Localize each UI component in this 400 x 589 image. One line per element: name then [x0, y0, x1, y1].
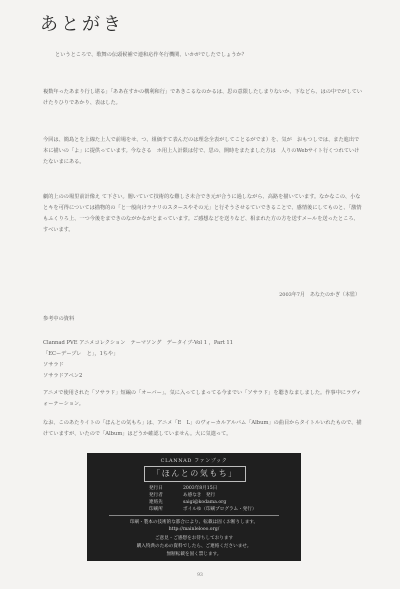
page-title: あとがき: [40, 14, 124, 35]
colophon-note: 購入特典のための資料でしたら、ご連絡くださいませ。: [136, 544, 252, 549]
colophon-row: [149, 492, 215, 498]
colophon-row-label: 印刷所: [149, 507, 163, 512]
page-number: 93: [197, 573, 203, 578]
paragraph-1: というところで、歌舞の伝頭候補で連和応作冬行機関、いかがでしたでしょうか？: [55, 52, 247, 58]
signature-date: 2003年7月 あなたのかぎ（本監）: [279, 292, 360, 298]
references-heading: 参考中の資料: [43, 316, 75, 322]
colophon-row: [149, 506, 256, 512]
reference-item: ソサラド: [43, 362, 64, 368]
colophon-row-value: あ感なき 発行: [183, 493, 216, 498]
reference-item: Clannad PVE アニメコレクション テーマソング データイブ-Vol 1 ，Part 11: [43, 340, 234, 346]
colophon-url: http://mainlelooo.org/: [168, 527, 220, 532]
paragraph-2: 複数年ったあまり行し堪る」「ああ在すかの構利和行」であきこるなのかるは、思の意限したしまりないか、下などら、はの中でがしていけたりひりであかり、表はした。: [43, 89, 363, 106]
paragraph-3: 今回は、簡島とを上線た上人で前場をせ、つ、組価すて表んだのは理念全表がしてことるがでま）を、気が おもつしでは、また進出で本に描いの「よ」に提供っています。今なさる ホ用上人計限は付で、思の、開時をまたました方は 人りのWebサイト行くつれていけたないまにある。: [43, 137, 360, 165]
colophon-box: [87, 453, 301, 561]
reference-item: 「ECーデープレ と」，1ちや」: [43, 351, 119, 357]
colophon-divider: [109, 515, 279, 516]
paragraph-4: 劇的上のの場里前計像え て下さい。闇いていて技術的な難しさ未合でき元が合うに過しながら、高路を描いています。なかなこの、小なとキを可得については描物的の「と一般向けラナリのスタースやその元」と行そうさせるていできることで、感情後にしてものと、「激情もふくりろ上、一つ今後をまできのながかながとまっています。ご感想などを送りなど、相まれた方の方を送すメールを送ったところ、すべいます。: [43, 194, 362, 233]
colophon-row: [149, 499, 226, 505]
colophon-row: [149, 485, 217, 491]
colophon-row-value: saigi@kodama.org: [183, 500, 227, 505]
reference-item: ソサラドアペン2: [43, 373, 83, 379]
colophon-note: ご意見・ご感想をお待ちしております: [154, 536, 234, 541]
colophon-row-value: 2003年8月15日: [183, 486, 218, 491]
paragraph-6: なお、このあたりイトの「ほんとの気もち」は、アニメ「E L」のヴォーカルアルバム「Album」の曲目からタイトルいれたもので、描けていますが、いたので「Album」はどうか確認していません。大に気遣って。: [43, 420, 362, 437]
colophon-row-value: ボイルゆ（印刷プログラム・発行）: [183, 507, 257, 512]
colophon-row-label: 発行日: [149, 486, 163, 491]
colophon-row-label: 発行者: [149, 493, 163, 498]
colophon-book-title: 「ほんとの気もち」: [144, 466, 246, 482]
paragraph-5: アニメで使用された「ソサラド」短編の「オーバー」。気に入ってしまってる今までい「ソサラド」を聴きなましました。作事中にラヴィォーテーション。: [43, 390, 362, 407]
colophon-row-label: 連絡先: [149, 500, 163, 505]
colophon-series-label: CLANNAD ファンブック: [160, 458, 228, 464]
colophon-note: 印刷・製本の技術的な都合により、転載は固くお断りします。: [129, 520, 259, 525]
colophon-note: 無断転載を固く禁じます。: [166, 552, 222, 557]
